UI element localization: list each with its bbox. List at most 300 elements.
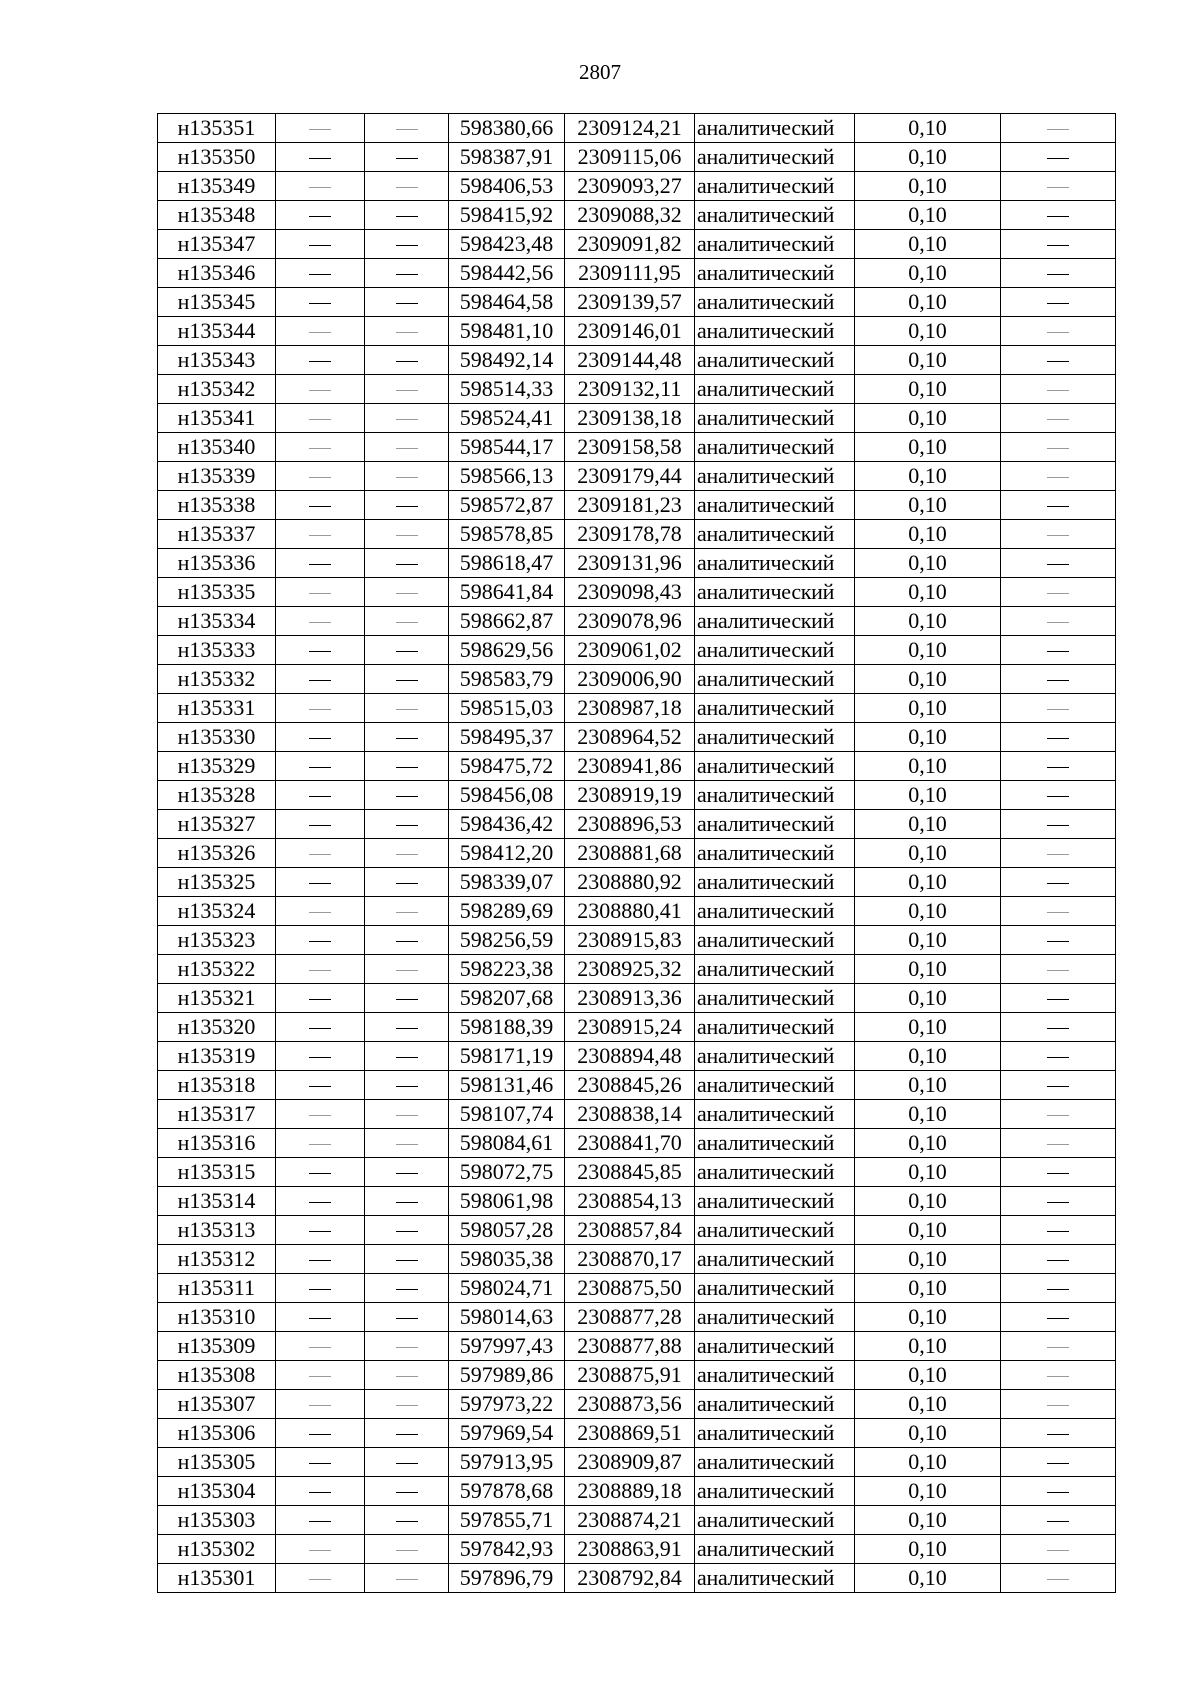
- accuracy-cell: 0,10: [855, 578, 1001, 607]
- empty-dash-cell: [276, 346, 365, 375]
- dash-mark: [396, 564, 418, 565]
- dash-mark: [396, 1318, 418, 1319]
- empty-dash-cell: [365, 1303, 449, 1332]
- y-coordinate-cell: 2308863,91: [565, 1535, 695, 1564]
- x-coordinate-cell: 598662,87: [449, 607, 565, 636]
- method-cell: аналитический: [695, 404, 855, 433]
- table-row: [158, 1071, 1116, 1100]
- accuracy-cell: 0,10: [855, 143, 1001, 172]
- dash-mark: [309, 680, 331, 681]
- empty-dash-cell: [1001, 781, 1116, 810]
- dash-mark: [309, 883, 331, 884]
- accuracy-cell: 0,10: [855, 1361, 1001, 1390]
- accuracy-cell: 0,10: [855, 259, 1001, 288]
- method-cell: аналитический: [695, 288, 855, 317]
- dash-mark: [1047, 1028, 1069, 1029]
- dash-mark: [309, 477, 331, 478]
- table-row: [158, 1506, 1116, 1535]
- coordinates-table: [157, 113, 1116, 1593]
- dash-mark: [396, 767, 418, 768]
- accuracy-cell: 0,10: [855, 781, 1001, 810]
- empty-dash-cell: [365, 1158, 449, 1187]
- y-coordinate-cell: 2308987,18: [565, 694, 695, 723]
- dash-mark: [396, 1231, 418, 1232]
- dash-mark: [1047, 912, 1069, 913]
- empty-dash-cell: [365, 984, 449, 1013]
- empty-dash-cell: [1001, 665, 1116, 694]
- empty-dash-cell: [1001, 1390, 1116, 1419]
- point-number-cell: н135333: [158, 636, 276, 665]
- table-row: [158, 375, 1116, 404]
- empty-dash-cell: [276, 1158, 365, 1187]
- method-cell: аналитический: [695, 752, 855, 781]
- dash-mark: [1047, 767, 1069, 768]
- x-coordinate-cell: 598566,13: [449, 462, 565, 491]
- point-number-cell: н135332: [158, 665, 276, 694]
- dash-mark: [309, 1521, 331, 1522]
- method-cell: аналитический: [695, 230, 855, 259]
- empty-dash-cell: [276, 984, 365, 1013]
- dash-mark: [396, 622, 418, 623]
- y-coordinate-cell: 2309091,82: [565, 230, 695, 259]
- y-coordinate-cell: 2308915,83: [565, 926, 695, 955]
- y-coordinate-cell: 2308792,84: [565, 1564, 695, 1593]
- dash-mark: [309, 216, 331, 217]
- dash-mark: [396, 274, 418, 275]
- dash-mark: [309, 1405, 331, 1406]
- dash-mark: [396, 1260, 418, 1261]
- empty-dash-cell: [1001, 433, 1116, 462]
- empty-dash-cell: [365, 1013, 449, 1042]
- dash-mark: [396, 187, 418, 188]
- point-number-cell: н135305: [158, 1448, 276, 1477]
- empty-dash-cell: [1001, 636, 1116, 665]
- table-row: [158, 1013, 1116, 1042]
- empty-dash-cell: [365, 1245, 449, 1274]
- empty-dash-cell: [1001, 317, 1116, 346]
- dash-mark: [309, 535, 331, 536]
- dash-mark: [309, 361, 331, 362]
- empty-dash-cell: [1001, 462, 1116, 491]
- table-row: [158, 955, 1116, 984]
- x-coordinate-cell: 598339,07: [449, 868, 565, 897]
- y-coordinate-cell: 2308838,14: [565, 1100, 695, 1129]
- x-coordinate-cell: 597842,93: [449, 1535, 565, 1564]
- dash-mark: [1047, 1347, 1069, 1348]
- dash-mark: [396, 1028, 418, 1029]
- x-coordinate-cell: 598084,61: [449, 1129, 565, 1158]
- dash-mark: [1047, 1086, 1069, 1087]
- empty-dash-cell: [1001, 1158, 1116, 1187]
- y-coordinate-cell: 2309115,06: [565, 143, 695, 172]
- point-number-cell: н135310: [158, 1303, 276, 1332]
- point-number-cell: н135311: [158, 1274, 276, 1303]
- table-row: [158, 1535, 1116, 1564]
- table-row: [158, 491, 1116, 520]
- empty-dash-cell: [276, 1274, 365, 1303]
- y-coordinate-cell: 2308913,36: [565, 984, 695, 1013]
- empty-dash-cell: [365, 868, 449, 897]
- accuracy-cell: 0,10: [855, 1187, 1001, 1216]
- y-coordinate-cell: 2308854,13: [565, 1187, 695, 1216]
- table-row: [158, 1564, 1116, 1593]
- y-coordinate-cell: 2308896,53: [565, 810, 695, 839]
- accuracy-cell: 0,10: [855, 868, 1001, 897]
- dash-mark: [396, 477, 418, 478]
- dash-mark: [1047, 1260, 1069, 1261]
- x-coordinate-cell: 598492,14: [449, 346, 565, 375]
- dash-mark: [396, 1202, 418, 1203]
- empty-dash-cell: [365, 810, 449, 839]
- empty-dash-cell: [365, 549, 449, 578]
- dash-mark: [1047, 1579, 1069, 1580]
- x-coordinate-cell: 597989,86: [449, 1361, 565, 1390]
- empty-dash-cell: [365, 375, 449, 404]
- dash-mark: [309, 1492, 331, 1493]
- y-coordinate-cell: 2309179,44: [565, 462, 695, 491]
- dash-mark: [309, 796, 331, 797]
- method-cell: аналитический: [695, 1390, 855, 1419]
- y-coordinate-cell: 2308870,17: [565, 1245, 695, 1274]
- y-coordinate-cell: 2309006,90: [565, 665, 695, 694]
- empty-dash-cell: [276, 114, 365, 143]
- dash-mark: [1047, 477, 1069, 478]
- accuracy-cell: 0,10: [855, 1042, 1001, 1071]
- dash-mark: [309, 1173, 331, 1174]
- point-number-cell: н135320: [158, 1013, 276, 1042]
- dash-mark: [309, 303, 331, 304]
- accuracy-cell: 0,10: [855, 636, 1001, 665]
- table-row: [158, 143, 1116, 172]
- empty-dash-cell: [276, 1535, 365, 1564]
- empty-dash-cell: [276, 839, 365, 868]
- table-row: [158, 404, 1116, 433]
- dash-mark: [1047, 1173, 1069, 1174]
- method-cell: аналитический: [695, 172, 855, 201]
- x-coordinate-cell: 598188,39: [449, 1013, 565, 1042]
- empty-dash-cell: [365, 1042, 449, 1071]
- accuracy-cell: 0,10: [855, 955, 1001, 984]
- empty-dash-cell: [276, 288, 365, 317]
- dash-mark: [1047, 1463, 1069, 1464]
- dash-mark: [396, 1115, 418, 1116]
- dash-mark: [309, 970, 331, 971]
- y-coordinate-cell: 2308881,68: [565, 839, 695, 868]
- table-row: [158, 1187, 1116, 1216]
- method-cell: аналитический: [695, 317, 855, 346]
- dash-mark: [396, 651, 418, 652]
- dash-mark: [1047, 941, 1069, 942]
- empty-dash-cell: [1001, 346, 1116, 375]
- page-number: 2807: [579, 60, 621, 84]
- point-number-cell: н135306: [158, 1419, 276, 1448]
- point-number-cell: н135313: [158, 1216, 276, 1245]
- empty-dash-cell: [365, 1216, 449, 1245]
- point-number-cell: н135318: [158, 1071, 276, 1100]
- x-coordinate-cell: 598223,38: [449, 955, 565, 984]
- point-number-cell: н135314: [158, 1187, 276, 1216]
- y-coordinate-cell: 2308964,52: [565, 723, 695, 752]
- accuracy-cell: 0,10: [855, 433, 1001, 462]
- point-number-cell: н135315: [158, 1158, 276, 1187]
- y-coordinate-cell: 2309139,57: [565, 288, 695, 317]
- method-cell: аналитический: [695, 926, 855, 955]
- dash-mark: [396, 1376, 418, 1377]
- y-coordinate-cell: 2308925,32: [565, 955, 695, 984]
- y-coordinate-cell: 2308841,70: [565, 1129, 695, 1158]
- x-coordinate-cell: 598380,66: [449, 114, 565, 143]
- empty-dash-cell: [365, 346, 449, 375]
- point-number-cell: н135321: [158, 984, 276, 1013]
- empty-dash-cell: [365, 259, 449, 288]
- dash-mark: [309, 999, 331, 1000]
- dash-mark: [396, 593, 418, 594]
- dash-mark: [309, 1202, 331, 1203]
- x-coordinate-cell: 598572,87: [449, 491, 565, 520]
- table-row: [158, 114, 1116, 143]
- table-row: [158, 1042, 1116, 1071]
- y-coordinate-cell: 2308857,84: [565, 1216, 695, 1245]
- y-coordinate-cell: 2309061,02: [565, 636, 695, 665]
- point-number-cell: н135336: [158, 549, 276, 578]
- empty-dash-cell: [276, 375, 365, 404]
- accuracy-cell: 0,10: [855, 1419, 1001, 1448]
- dash-mark: [1047, 1434, 1069, 1435]
- y-coordinate-cell: 2308877,28: [565, 1303, 695, 1332]
- y-coordinate-cell: 2308875,50: [565, 1274, 695, 1303]
- empty-dash-cell: [276, 1129, 365, 1158]
- empty-dash-cell: [276, 491, 365, 520]
- accuracy-cell: 0,10: [855, 172, 1001, 201]
- x-coordinate-cell: 597855,71: [449, 1506, 565, 1535]
- method-cell: аналитический: [695, 520, 855, 549]
- point-number-cell: н135312: [158, 1245, 276, 1274]
- x-coordinate-cell: 598423,48: [449, 230, 565, 259]
- x-coordinate-cell: 597973,22: [449, 1390, 565, 1419]
- empty-dash-cell: [365, 1071, 449, 1100]
- empty-dash-cell: [365, 781, 449, 810]
- method-cell: аналитический: [695, 665, 855, 694]
- dash-mark: [309, 1434, 331, 1435]
- point-number-cell: н135324: [158, 897, 276, 926]
- accuracy-cell: 0,10: [855, 520, 1001, 549]
- empty-dash-cell: [1001, 259, 1116, 288]
- accuracy-cell: 0,10: [855, 665, 1001, 694]
- dash-mark: [1047, 1289, 1069, 1290]
- accuracy-cell: 0,10: [855, 491, 1001, 520]
- method-cell: аналитический: [695, 1303, 855, 1332]
- table-row: [158, 897, 1116, 926]
- dash-mark: [309, 854, 331, 855]
- dash-mark: [1047, 1318, 1069, 1319]
- method-cell: аналитический: [695, 1535, 855, 1564]
- empty-dash-cell: [365, 1390, 449, 1419]
- dash-mark: [1047, 419, 1069, 420]
- empty-dash-cell: [276, 868, 365, 897]
- dash-mark: [396, 854, 418, 855]
- empty-dash-cell: [365, 1564, 449, 1593]
- accuracy-cell: 0,10: [855, 404, 1001, 433]
- x-coordinate-cell: 598415,92: [449, 201, 565, 230]
- method-cell: аналитический: [695, 433, 855, 462]
- y-coordinate-cell: 2308909,87: [565, 1448, 695, 1477]
- empty-dash-cell: [1001, 404, 1116, 433]
- y-coordinate-cell: 2309093,27: [565, 172, 695, 201]
- method-cell: аналитический: [695, 1129, 855, 1158]
- empty-dash-cell: [365, 578, 449, 607]
- dash-mark: [309, 506, 331, 507]
- empty-dash-cell: [1001, 723, 1116, 752]
- y-coordinate-cell: 2309178,78: [565, 520, 695, 549]
- empty-dash-cell: [276, 607, 365, 636]
- method-cell: аналитический: [695, 1158, 855, 1187]
- table-row: [158, 1303, 1116, 1332]
- dash-mark: [309, 245, 331, 246]
- empty-dash-cell: [276, 230, 365, 259]
- empty-dash-cell: [365, 1477, 449, 1506]
- dash-mark: [1047, 738, 1069, 739]
- table-row: [158, 752, 1116, 781]
- point-number-cell: н135302: [158, 1535, 276, 1564]
- empty-dash-cell: [1001, 1564, 1116, 1593]
- dash-mark: [1047, 999, 1069, 1000]
- dash-mark: [1047, 535, 1069, 536]
- table-row: [158, 201, 1116, 230]
- empty-dash-cell: [276, 1013, 365, 1042]
- accuracy-cell: 0,10: [855, 897, 1001, 926]
- method-cell: аналитический: [695, 1564, 855, 1593]
- y-coordinate-cell: 2308877,88: [565, 1332, 695, 1361]
- accuracy-cell: 0,10: [855, 1158, 1001, 1187]
- empty-dash-cell: [1001, 375, 1116, 404]
- dash-mark: [396, 941, 418, 942]
- y-coordinate-cell: 2309158,58: [565, 433, 695, 462]
- x-coordinate-cell: 598256,59: [449, 926, 565, 955]
- x-coordinate-cell: 598641,84: [449, 578, 565, 607]
- x-coordinate-cell: 598464,58: [449, 288, 565, 317]
- empty-dash-cell: [365, 1506, 449, 1535]
- empty-dash-cell: [276, 1303, 365, 1332]
- accuracy-cell: 0,10: [855, 317, 1001, 346]
- y-coordinate-cell: 2308873,56: [565, 1390, 695, 1419]
- table-row: [158, 433, 1116, 462]
- empty-dash-cell: [1001, 1477, 1116, 1506]
- point-number-cell: н135307: [158, 1390, 276, 1419]
- dash-mark: [1047, 1376, 1069, 1377]
- point-number-cell: н135331: [158, 694, 276, 723]
- empty-dash-cell: [365, 143, 449, 172]
- dash-mark: [1047, 245, 1069, 246]
- dash-mark: [1047, 622, 1069, 623]
- dash-mark: [396, 1289, 418, 1290]
- empty-dash-cell: [1001, 1245, 1116, 1274]
- x-coordinate-cell: 598072,75: [449, 1158, 565, 1187]
- x-coordinate-cell: 597969,54: [449, 1419, 565, 1448]
- table-row: [158, 317, 1116, 346]
- y-coordinate-cell: 2309132,11: [565, 375, 695, 404]
- empty-dash-cell: [365, 1129, 449, 1158]
- point-number-cell: н135347: [158, 230, 276, 259]
- table-row: [158, 1274, 1116, 1303]
- empty-dash-cell: [276, 1477, 365, 1506]
- x-coordinate-cell: 598024,71: [449, 1274, 565, 1303]
- empty-dash-cell: [365, 1332, 449, 1361]
- dash-mark: [396, 1434, 418, 1435]
- point-number-cell: н135339: [158, 462, 276, 491]
- empty-dash-cell: [1001, 288, 1116, 317]
- empty-dash-cell: [365, 491, 449, 520]
- point-number-cell: н135340: [158, 433, 276, 462]
- dash-mark: [1047, 390, 1069, 391]
- dash-mark: [1047, 651, 1069, 652]
- table-row: [158, 520, 1116, 549]
- dash-mark: [396, 1550, 418, 1551]
- method-cell: аналитический: [695, 1477, 855, 1506]
- table-row: [158, 1158, 1116, 1187]
- dash-mark: [1047, 825, 1069, 826]
- dash-mark: [309, 274, 331, 275]
- method-cell: аналитический: [695, 491, 855, 520]
- dash-mark: [309, 1318, 331, 1319]
- dash-mark: [396, 970, 418, 971]
- point-number-cell: н135343: [158, 346, 276, 375]
- y-coordinate-cell: 2308869,51: [565, 1419, 695, 1448]
- empty-dash-cell: [365, 172, 449, 201]
- dash-mark: [396, 361, 418, 362]
- accuracy-cell: 0,10: [855, 1216, 1001, 1245]
- dash-mark: [309, 1086, 331, 1087]
- dash-mark: [309, 709, 331, 710]
- dash-mark: [396, 883, 418, 884]
- dash-mark: [1047, 1521, 1069, 1522]
- empty-dash-cell: [276, 1332, 365, 1361]
- y-coordinate-cell: 2308845,85: [565, 1158, 695, 1187]
- empty-dash-cell: [365, 1535, 449, 1564]
- empty-dash-cell: [365, 520, 449, 549]
- accuracy-cell: 0,10: [855, 346, 1001, 375]
- empty-dash-cell: [365, 607, 449, 636]
- y-coordinate-cell: 2308880,92: [565, 868, 695, 897]
- empty-dash-cell: [1001, 549, 1116, 578]
- dash-mark: [309, 448, 331, 449]
- dash-mark: [309, 332, 331, 333]
- table-row: [158, 172, 1116, 201]
- empty-dash-cell: [365, 839, 449, 868]
- accuracy-cell: 0,10: [855, 375, 1001, 404]
- x-coordinate-cell: 598524,41: [449, 404, 565, 433]
- point-number-cell: н135328: [158, 781, 276, 810]
- accuracy-cell: 0,10: [855, 1390, 1001, 1419]
- dash-mark: [1047, 1202, 1069, 1203]
- accuracy-cell: 0,10: [855, 288, 1001, 317]
- table-body: [158, 114, 1116, 1593]
- dash-mark: [1047, 129, 1069, 130]
- dash-mark: [309, 941, 331, 942]
- dash-mark: [309, 622, 331, 623]
- table-row: [158, 984, 1116, 1013]
- method-cell: аналитический: [695, 462, 855, 491]
- method-cell: аналитический: [695, 839, 855, 868]
- empty-dash-cell: [276, 665, 365, 694]
- accuracy-cell: 0,10: [855, 1274, 1001, 1303]
- empty-dash-cell: [1001, 1332, 1116, 1361]
- empty-dash-cell: [1001, 578, 1116, 607]
- method-cell: аналитический: [695, 346, 855, 375]
- method-cell: аналитический: [695, 549, 855, 578]
- table-row: [158, 665, 1116, 694]
- y-coordinate-cell: 2308874,21: [565, 1506, 695, 1535]
- dash-mark: [309, 419, 331, 420]
